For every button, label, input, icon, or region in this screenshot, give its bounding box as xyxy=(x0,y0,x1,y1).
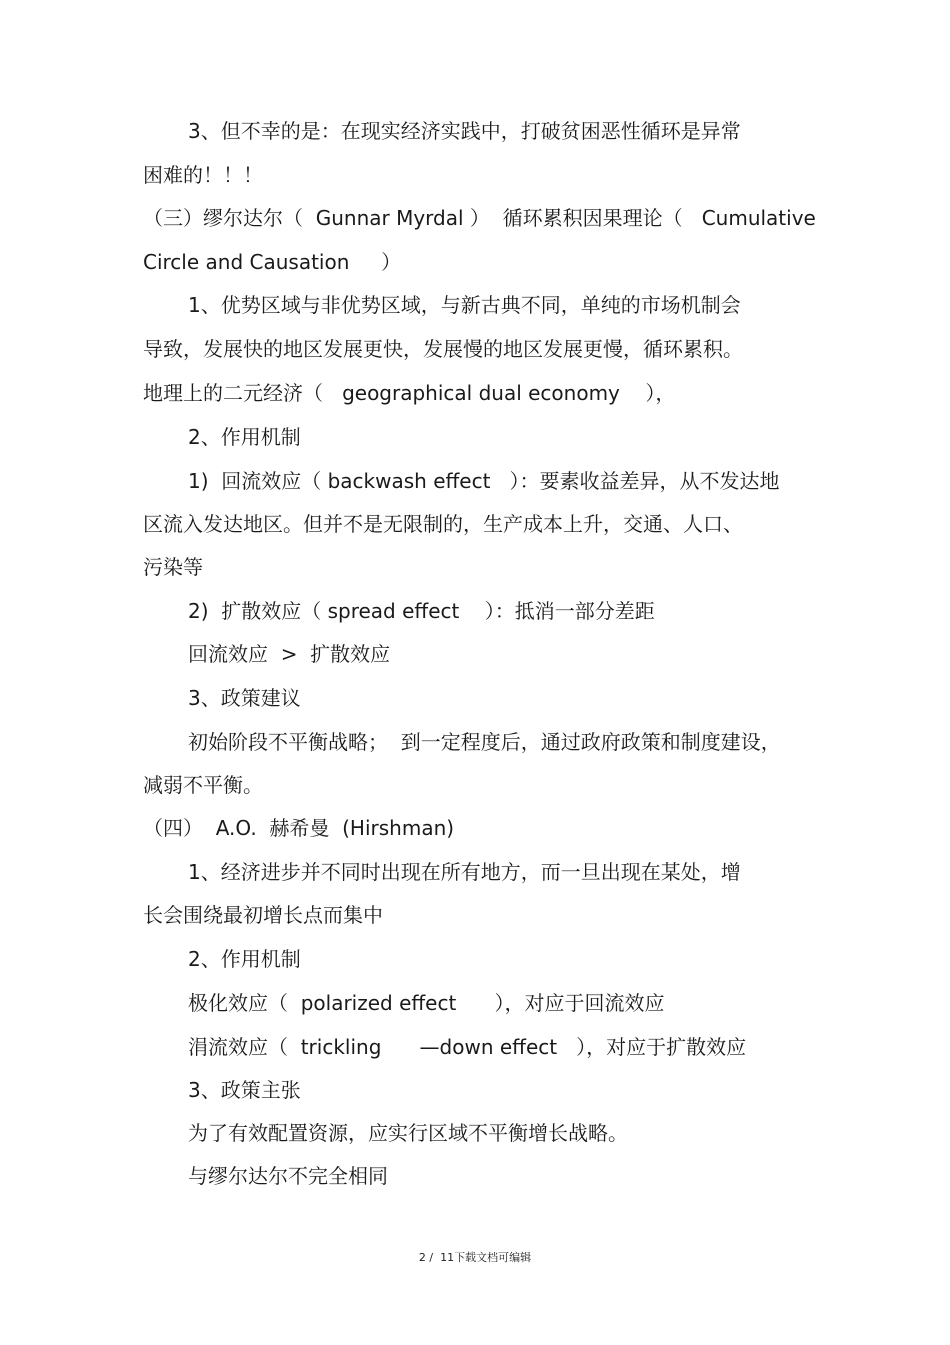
page-footer: 2 / 11下载文档可编辑 xyxy=(418,1251,532,1264)
paragraph-line: 污染等 xyxy=(143,555,203,579)
subheading: 3、政策建议 xyxy=(188,686,301,710)
subheading: 3、政策主张 xyxy=(188,1078,301,1102)
paragraph-line: 减弱不平衡。 xyxy=(143,773,263,797)
paragraph-line: 区流入发达地区。但并不是无限制的，生产成本上升，交通、人口、 xyxy=(143,512,743,536)
paragraph-line: 回流效应 > 扩散效应 xyxy=(188,642,391,666)
paragraph-line: 3、但不幸的是：在现实经济实践中，打破贫困恶性循环是异常 xyxy=(188,119,741,143)
paragraph-line: 导致，发展快的地区发展更快，发展慢的地区发展更慢，循环累积。 xyxy=(143,337,743,361)
paragraph-line: 与缪尔达尔不完全相同 xyxy=(188,1164,388,1188)
paragraph-line: 1、经济进步并不同时出现在所有地方，而一旦出现在某处，增 xyxy=(188,860,741,884)
paragraph-line: 极化效应（ polarized effect ），对应于回流效应 xyxy=(188,991,665,1015)
paragraph-line: 长会围绕最初增长点而集中 xyxy=(143,903,383,927)
paragraph-line: 1) 回流效应（ backwash effect ）：要素收益差异，从不发达地 xyxy=(188,469,780,493)
paragraph-line: 2) 扩散效应（ spread effect ）：抵消一部分差距 xyxy=(188,599,655,623)
subheading: 2、作用机制 xyxy=(188,947,301,971)
paragraph-line: 涓流效应（ trickling —down effect ），对应于扩散效应 xyxy=(188,1035,747,1059)
section-heading-cont: Circle and Causation ） xyxy=(143,250,402,274)
paragraph-line: 1、优势区域与非优势区域，与新古典不同，单纯的市场机制会 xyxy=(188,293,741,317)
section-heading: （三）缪尔达尔（ Gunnar Myrdal ） 循环累积因果理论（ Cumulative xyxy=(143,206,816,230)
paragraph-line: 困难的！！！ xyxy=(143,163,263,187)
paragraph-line: 地理上的二元经济（ geographical dual economy ）， xyxy=(143,381,676,405)
subheading: 2、作用机制 xyxy=(188,425,301,449)
paragraph-line: 初始阶段不平衡战略； 到一定程度后，通过政府政策和制度建设， xyxy=(188,730,781,754)
paragraph-line: 为了有效配置资源，应实行区域不平衡增长战略。 xyxy=(188,1121,628,1145)
section-heading: （四） A.O. 赫希曼 (Hirshman) xyxy=(143,816,455,840)
